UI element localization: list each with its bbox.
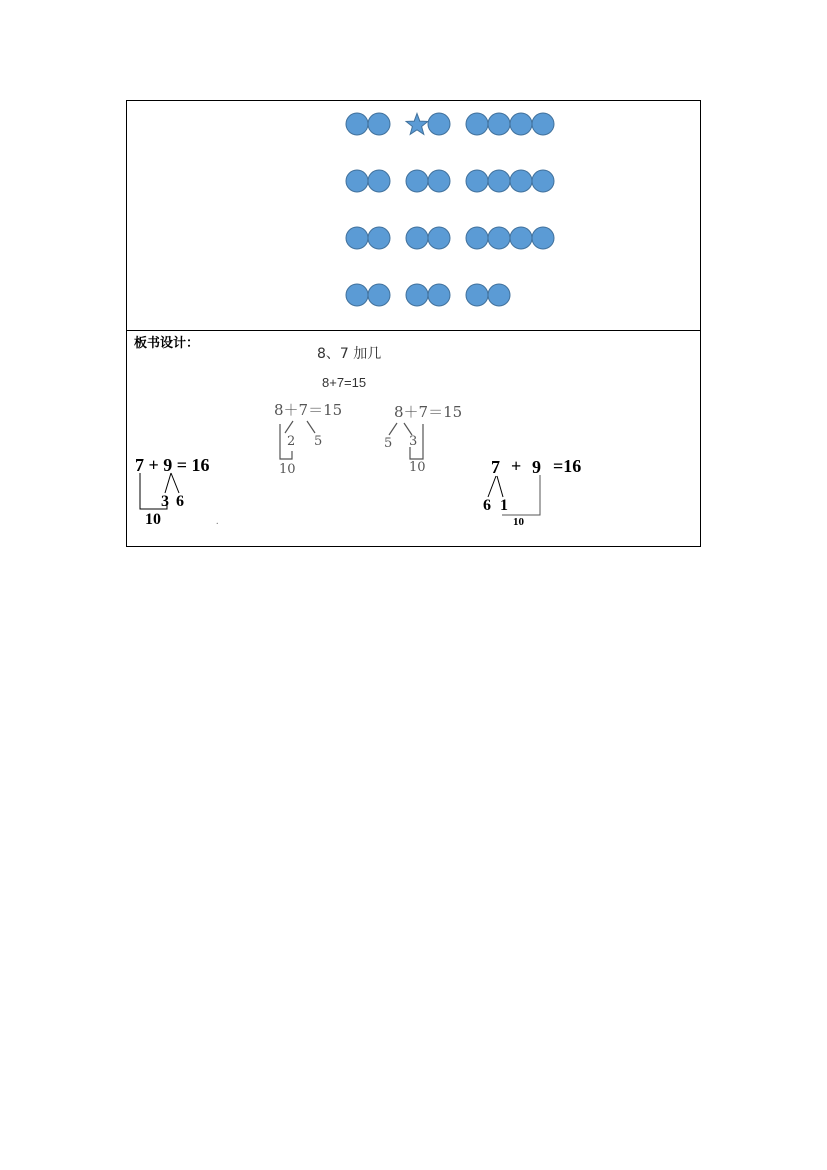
board-lines [127,101,702,548]
method1-sum: 10 [279,462,296,477]
method2-part-a: 5 [384,436,393,451]
method1-part-b: 5 [314,434,323,449]
method4-part-b: 1 [500,497,508,514]
method4-addend-a: 7 [491,457,500,477]
method4-result: =16 [553,456,582,476]
method2-sum: 10 [409,460,426,475]
method1-equation: 8＋7＝15 [274,401,343,419]
method4-addend-b: 9 [532,457,541,477]
method4-sum: 10 [513,516,524,528]
method3-equation: 7 + 9 = 16 [135,455,210,475]
method2-equation: 8＋7＝15 [394,403,463,421]
method3-part-a: 3 [161,493,169,510]
method2-part-b: 3 [409,434,418,449]
lesson-table [126,100,701,547]
method4-split-lines [488,476,503,497]
method3-split-lines [165,473,179,493]
method3-part-b: 6 [176,493,184,510]
board-heading: 板书设计： [134,336,200,351]
method4-plus: + [511,456,522,476]
method3-sum: 10 [145,511,161,528]
method4-part-a: 6 [483,497,491,514]
stray-dot: . [216,516,219,527]
method1-split-lines [285,421,315,433]
method1-part-a: 2 [287,434,296,449]
lesson-title: 8、7 加几 [317,346,382,362]
example-equation: 8+7=15 [322,375,367,390]
